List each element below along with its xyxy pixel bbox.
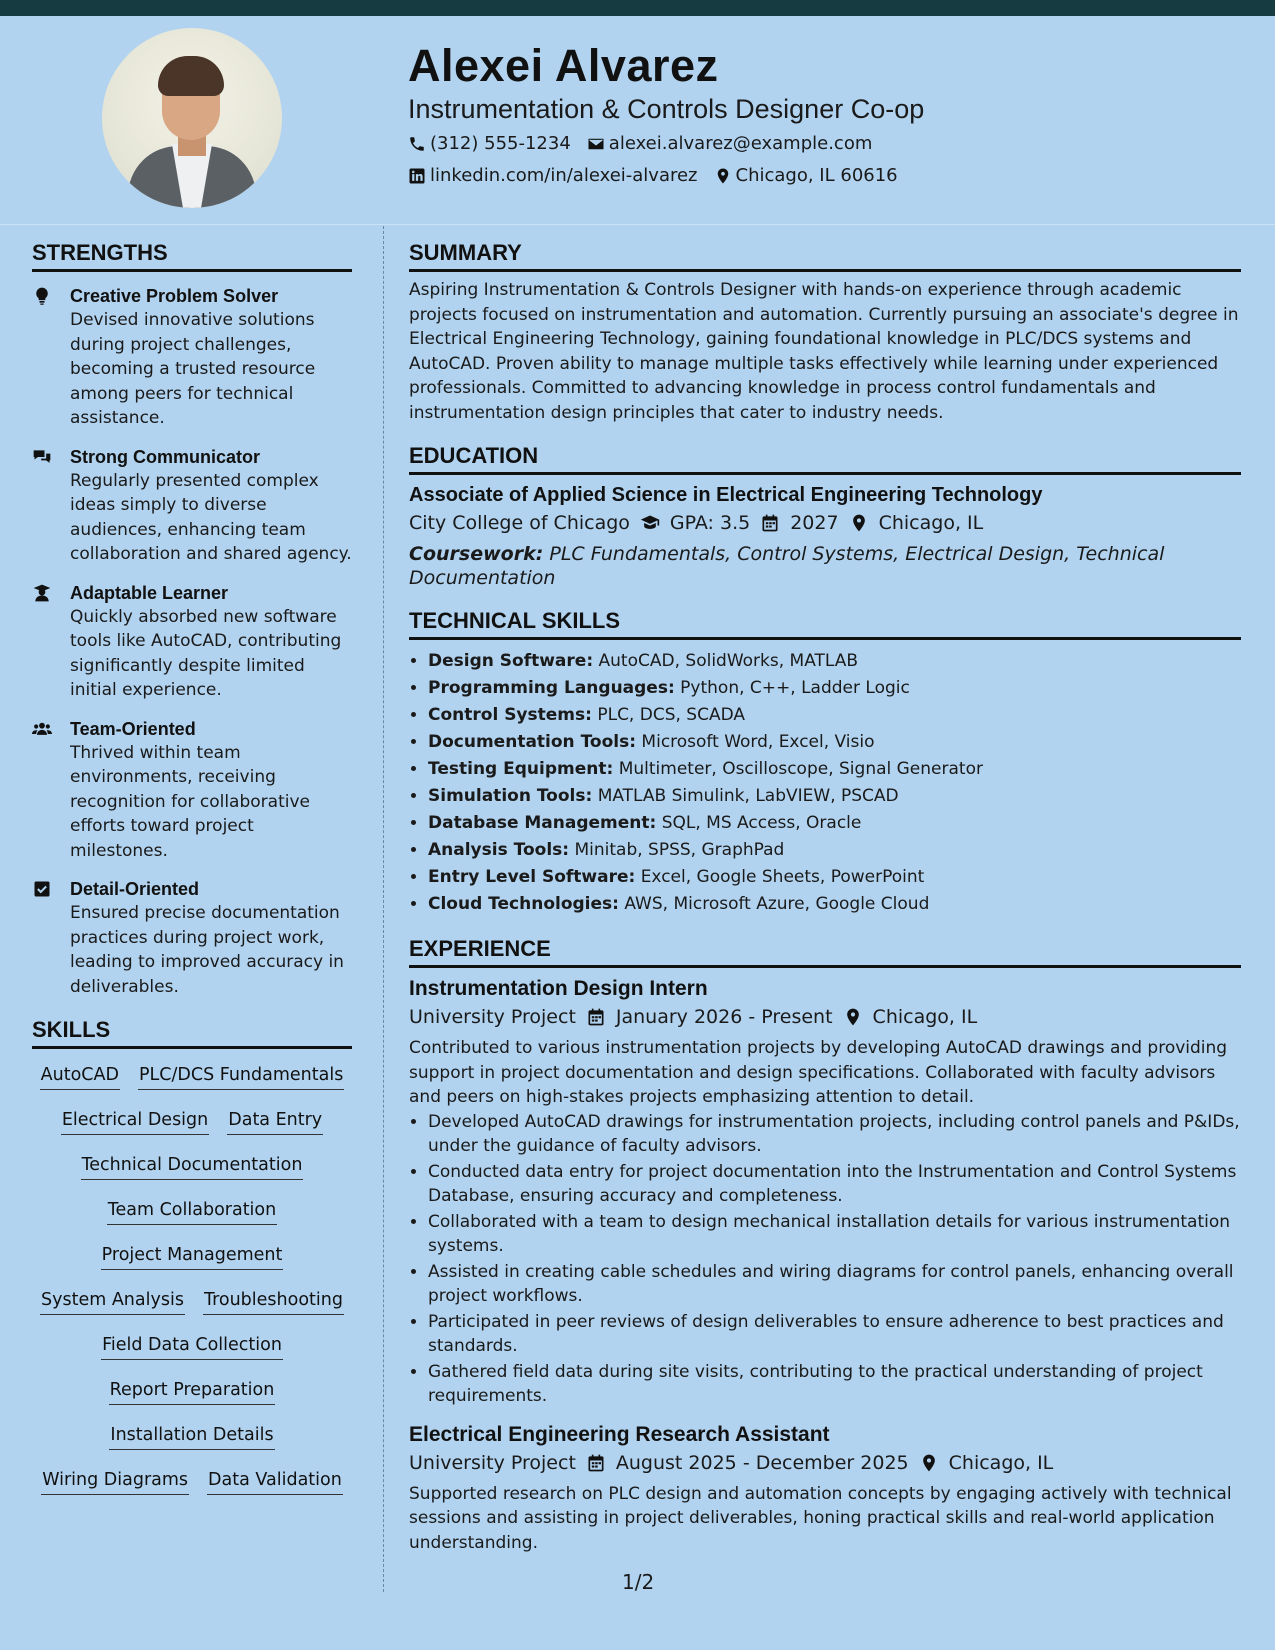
candidate-name: Alexei Alvarez — [408, 40, 719, 91]
list-item: • Database Management: SQL, MS Access, Oracle — [428, 810, 1241, 837]
strength-title: Team-Oriented — [70, 718, 196, 739]
coursework — [409, 542, 1241, 590]
summary-text: Aspiring Instrumentation & Controls Designer with hands-on experience through academic projects focused on instrumentation and automation. Currently pursuing an associate's degree in Electrical Engineering Technology, gaining foundational knowledge in PLC/DCS systems and AutoCAD. Proven ability to manage multiple tasks effectively while learning under experienced professionals. Committed to advancing knowledge in process control fundamentals and instrumentation design principles that cater to industry needs. — [409, 280, 1239, 423]
list-item: • Analysis Tools: Minitab, SPSS, GraphPad — [428, 837, 1241, 864]
skill-tag: AutoCAD — [40, 1063, 120, 1090]
header-divider — [0, 224, 1275, 225]
list-item: • Simulation Tools: MATLAB Simulink, LabVIEW, PSCAD — [428, 783, 1241, 810]
job-title: Electrical Engineering Research Assistant — [409, 1422, 830, 1446]
job-description: Contributed to various instrumentation projects by developing AutoCAD drawings and providing support in project documentation and design specifications. Collaborated with faculty advisors and peers on high-stakes projects emphasizing attention to detail. — [409, 1038, 1228, 1107]
calendar-icon — [586, 1007, 606, 1027]
linkedin-text: linkedin.com/in/alexei-alvarez — [430, 165, 698, 186]
education-location: Chicago, IL — [878, 512, 984, 534]
comments-icon — [32, 447, 52, 467]
list-item: • Testing Equipment: Multimeter, Oscilloscope, Signal Generator — [428, 756, 1241, 783]
strength-title: Adaptable Learner — [70, 582, 229, 603]
job-description: Supported research on PLC design and automation concepts by engaging actively with technical sessions and assisting in project deliverables, honing practical skills and real-world application understanding. — [409, 1483, 1232, 1553]
location-pin-icon — [849, 513, 869, 533]
strength-item — [32, 581, 352, 703]
contact-row-1 — [408, 133, 872, 154]
phone-contact[interactable] — [408, 133, 571, 154]
gpa-text: GPA: 3.5 — [669, 512, 751, 534]
strength-title: Creative Problem Solver — [70, 286, 279, 306]
list-item: • Participated in peer reviews of design deliverables to ensure adherence to best practices and standards. — [428, 1310, 1241, 1359]
job-title: Instrumentation Design Intern — [409, 977, 708, 1000]
candidate-role: Instrumentation & Controls Designer Co-op — [408, 94, 925, 124]
strength-desc: Ensured precise documentation practices during project work, leading to improved accuracy in deliverables. — [70, 903, 344, 997]
job-meta — [409, 1006, 1241, 1028]
job-org: University Project — [409, 1451, 576, 1474]
graduate-icon — [32, 583, 52, 603]
location-pin-icon — [919, 1453, 939, 1473]
experience-heading: EXPERIENCE — [409, 936, 1241, 968]
graduation-year: 2027 — [790, 512, 839, 534]
lightbulb-icon — [32, 286, 52, 306]
strength-item — [32, 717, 352, 864]
phone-icon — [408, 135, 426, 153]
skill-tag: Wiring Diagrams — [41, 1468, 189, 1495]
list-item: • Design Software: AutoCAD, SolidWorks, MATLAB — [428, 648, 1241, 675]
list-item: • Collaborated with a team to design mechanical installation details for various instrumentation systems. — [428, 1210, 1241, 1259]
location-contact — [714, 165, 898, 186]
strengths-list — [32, 284, 352, 999]
strength-desc: Thrived within team environments, receiving recognition for collaborative efforts toward project milestones. — [70, 742, 310, 861]
list-item: • Developed AutoCAD drawings for instrumentation projects, including control panels and P&IDs, under the guidance of faculty advisors. — [428, 1110, 1241, 1159]
skill-tag: Electrical Design — [61, 1108, 209, 1135]
strength-title: Detail-Oriented — [70, 879, 200, 899]
job-dates: January 2026 - Present — [615, 1006, 833, 1028]
skill-tag: Troubleshooting — [203, 1288, 344, 1315]
list-item: • Cloud Technologies: AWS, Microsoft Azure, Google Cloud — [428, 891, 1241, 918]
phone-text: (312) 555-1234 — [430, 133, 571, 154]
summary-section — [409, 240, 1241, 425]
list-item: • Control Systems: PLC, DCS, SCADA — [428, 702, 1241, 729]
strength-title: Strong Communicator — [70, 446, 261, 467]
coursework-text: PLC Fundamentals, Control Systems, Electrical Design, Technical Documentation — [409, 543, 1165, 589]
top-accent-bar — [0, 0, 1275, 16]
skills-section — [32, 1017, 352, 1513]
users-icon — [32, 719, 52, 739]
email-contact[interactable] — [587, 133, 873, 154]
location-pin-icon — [843, 1007, 863, 1027]
experience-section — [409, 936, 1241, 1555]
education-meta — [409, 512, 1241, 534]
strengths-heading: STRENGTHS — [32, 240, 352, 272]
coursework-label: Coursework: — [409, 543, 544, 565]
graduation-cap-icon — [640, 513, 660, 533]
strength-item — [32, 284, 352, 431]
strength-desc: Regularly presented complex ideas simply to diverse audiences, enhancing team collaboration and shared agency. — [70, 470, 352, 564]
skill-tag: PLC/DCS Fundamentals — [138, 1063, 344, 1090]
strength-desc: Devised innovative solutions during project challenges, becoming a trusted resource among peers for technical assistance. — [70, 310, 316, 428]
degree-title: Associate of Applied Science in Electrical Engineering Technology — [409, 484, 1043, 506]
list-item: • Programming Languages: Python, C++, Ladder Logic — [428, 675, 1241, 702]
skill-tag: Data Validation — [207, 1468, 343, 1495]
skills-heading: SKILLS — [32, 1017, 352, 1049]
skill-tag: Report Preparation — [109, 1378, 276, 1405]
technical-skills-section — [409, 608, 1241, 918]
linkedin-contact[interactable] — [408, 165, 698, 186]
skills-list — [32, 1063, 352, 1513]
location-pin-icon — [714, 167, 732, 185]
calendar-icon — [760, 513, 780, 533]
list-item: • Conducted data entry for project documentation into the Instrumentation and Control Systems Database, ensuring accuracy and completeness. — [428, 1160, 1241, 1209]
education-section — [409, 443, 1241, 590]
contact-row-2 — [408, 165, 898, 186]
sidebar — [32, 240, 352, 1513]
page-number: 1/2 — [622, 1570, 655, 1594]
technical-skills-list — [409, 648, 1241, 918]
checkbox-icon — [32, 879, 52, 899]
email-text: alexei.alvarez@example.com — [608, 133, 873, 154]
strength-desc: Quickly absorbed new software tools like AutoCAD, contributing significantly despite limited initial experience. — [70, 606, 342, 700]
profile-photo — [102, 28, 282, 208]
summary-heading: SUMMARY — [409, 240, 1241, 272]
skill-tag: Data Entry — [227, 1108, 323, 1135]
job-bullets — [409, 1110, 1241, 1409]
main-column — [409, 240, 1241, 1555]
job-org: University Project — [409, 1006, 576, 1028]
technical-skills-heading: TECHNICAL SKILLS — [409, 608, 1241, 640]
column-divider — [383, 226, 384, 1592]
job-meta — [409, 1452, 1241, 1474]
strength-item — [32, 877, 352, 999]
calendar-icon — [586, 1453, 606, 1473]
envelope-icon — [587, 135, 605, 153]
skill-tag: Field Data Collection — [101, 1333, 283, 1360]
job-dates: August 2025 - December 2025 — [615, 1451, 909, 1474]
location-text: Chicago, IL 60616 — [735, 165, 898, 186]
skill-tag: Team Collaboration — [107, 1198, 277, 1225]
linkedin-icon — [408, 167, 426, 185]
list-item: • Gathered field data during site visits, contributing to the practical understanding of project requirements. — [428, 1360, 1241, 1409]
job-location: Chicago, IL — [948, 1451, 1054, 1474]
skill-tag: System Analysis — [40, 1288, 185, 1315]
school-name: City College of Chicago — [409, 512, 630, 534]
skill-tag: Installation Details — [109, 1423, 274, 1450]
list-item: • Assisted in creating cable schedules and wiring diagrams for control panels, enhancing overall project workflows. — [428, 1260, 1241, 1309]
skill-tag: Project Management — [101, 1243, 284, 1270]
skill-tag: Technical Documentation — [81, 1153, 304, 1180]
list-item: • Entry Level Software: Excel, Google Sheets, PowerPoint — [428, 864, 1241, 891]
strength-item — [32, 445, 352, 567]
list-item: • Documentation Tools: Microsoft Word, Excel, Visio — [428, 729, 1241, 756]
education-heading: EDUCATION — [409, 443, 1241, 475]
job-location: Chicago, IL — [872, 1006, 978, 1028]
